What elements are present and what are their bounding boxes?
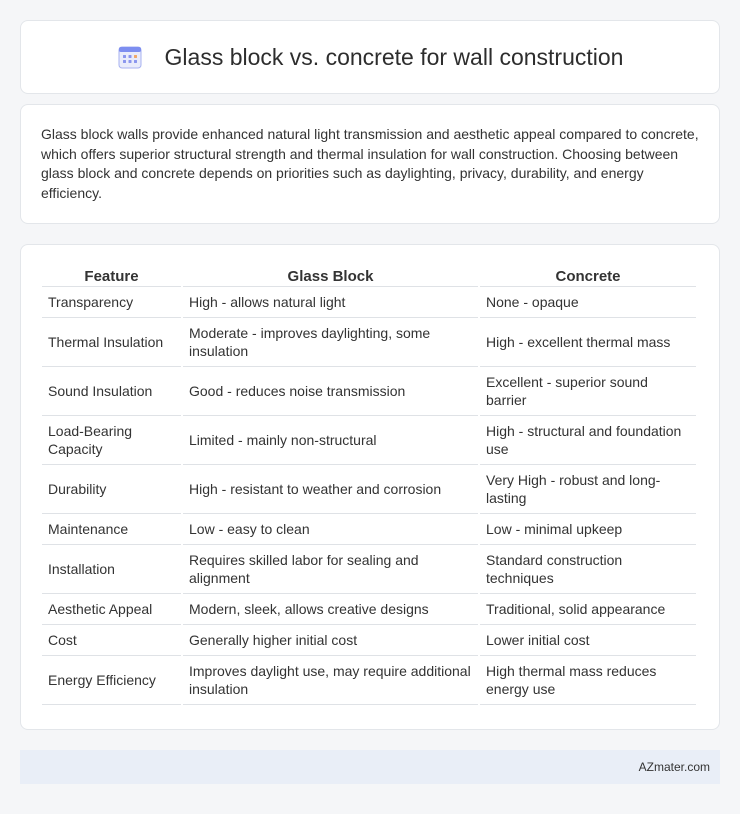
- column-header-concrete: Concrete: [480, 267, 696, 287]
- concrete-cell: Traditional, solid appearance: [480, 594, 696, 625]
- footer-brand: AZmater.com: [638, 760, 710, 774]
- table-row: [42, 318, 696, 367]
- calendar-grid-icon: [117, 44, 143, 70]
- concrete-cell: High - structural and foundation use: [480, 416, 696, 465]
- table-row: [42, 656, 696, 705]
- glass-block-cell: Modern, sleek, allows creative designs: [183, 594, 478, 625]
- table-row: [42, 287, 696, 318]
- feature-cell: Maintenance: [42, 514, 181, 545]
- feature-cell: Load-Bearing Capacity: [42, 416, 181, 465]
- glass-block-cell: High - resistant to weather and corrosion: [183, 465, 478, 514]
- concrete-cell: Lower initial cost: [480, 625, 696, 656]
- glass-block-cell: High - allows natural light: [183, 287, 478, 318]
- table-row: [42, 514, 696, 545]
- table-row: [42, 594, 696, 625]
- concrete-cell: Very High - robust and long-lasting: [480, 465, 696, 514]
- glass-block-cell: Moderate - improves daylighting, some insulation: [183, 318, 478, 367]
- feature-cell: Energy Efficiency: [42, 656, 181, 705]
- footer-bar: [20, 750, 720, 784]
- table-row: [42, 625, 696, 656]
- page-title: Glass block vs. concrete for wall construction: [164, 43, 624, 70]
- feature-cell: Thermal Insulation: [42, 318, 181, 367]
- glass-block-cell: Generally higher initial cost: [183, 625, 478, 656]
- table-row: [42, 465, 696, 514]
- glass-block-cell: Improves daylight use, may require additional insulation: [183, 656, 478, 705]
- glass-block-cell: Good - reduces noise transmission: [183, 367, 478, 416]
- column-header-glass-block: Glass Block: [183, 267, 478, 287]
- title-card: [20, 20, 720, 94]
- concrete-cell: Standard construction techniques: [480, 545, 696, 594]
- column-header-feature: Feature: [42, 267, 181, 287]
- feature-cell: Durability: [42, 465, 181, 514]
- glass-block-cell: Low - easy to clean: [183, 514, 478, 545]
- feature-cell: Cost: [42, 625, 181, 656]
- table-row: [42, 545, 696, 594]
- feature-cell: Aesthetic Appeal: [42, 594, 181, 625]
- concrete-cell: High thermal mass reduces energy use: [480, 656, 696, 705]
- glass-block-cell: Requires skilled labor for sealing and alignment: [183, 545, 478, 594]
- title-wrap: [117, 44, 624, 71]
- intro-paragraph: Glass block walls provide enhanced natural light transmission and aesthetic appeal compared to concrete, which offers superior structural strength and thermal insulation for wall construction. Choosing between glass block and concrete depends on priorities such as daylighting, privacy, durability, and energy efficiency.: [41, 126, 699, 201]
- concrete-cell: None - opaque: [480, 287, 696, 318]
- table-row: [42, 416, 696, 465]
- concrete-cell: High - excellent thermal mass: [480, 318, 696, 367]
- table-header-row: [42, 267, 696, 287]
- concrete-cell: Excellent - superior sound barrier: [480, 367, 696, 416]
- feature-cell: Sound Insulation: [42, 367, 181, 416]
- feature-cell: Installation: [42, 545, 181, 594]
- comparison-table: [40, 267, 698, 705]
- comparison-card: [20, 244, 720, 730]
- feature-cell: Transparency: [42, 287, 181, 318]
- intro-card: [20, 104, 720, 224]
- concrete-cell: Low - minimal upkeep: [480, 514, 696, 545]
- glass-block-cell: Limited - mainly non-structural: [183, 416, 478, 465]
- table-row: [42, 367, 696, 416]
